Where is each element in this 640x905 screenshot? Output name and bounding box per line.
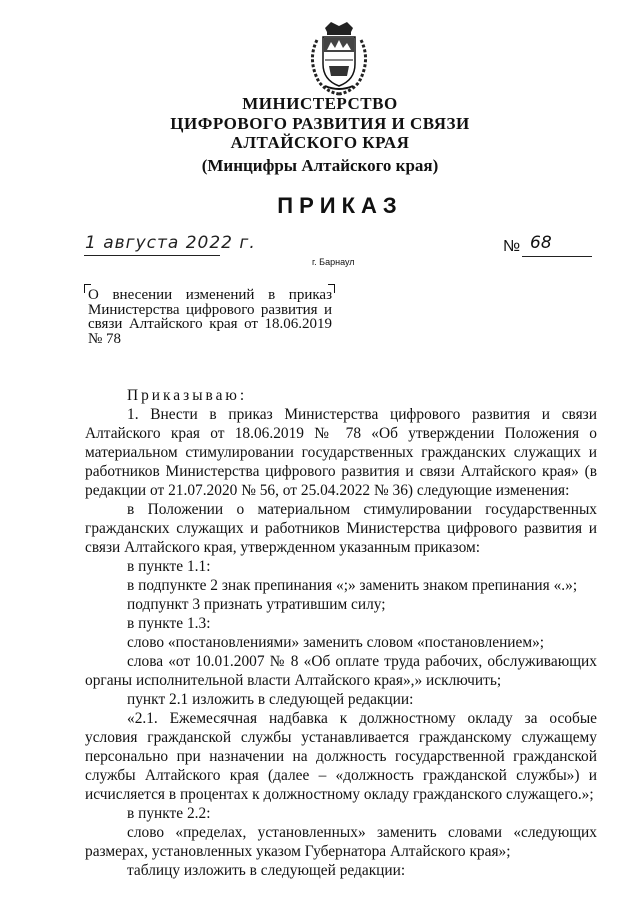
body-paragraph: подпункт 3 признать утратившим силу;	[127, 596, 386, 613]
ministry-title-line3: АЛТАЙСКОГО КРАЯ	[230, 133, 410, 152]
order-subject: О внесении изменений в приказ Министерства цифрового развития и связи Алтайского края от 18.06.2019 № 78	[88, 287, 332, 347]
body-paragraph: в Положении о материальном стимулировании государственных гражданских служащих и работников Министерства цифрового развития и связи Алтайского края, утвержденном указанным приказом:	[85, 501, 597, 556]
body-paragraph: в подпункте 2 знак препинания «;» заменить знаком препинания «.»;	[127, 577, 578, 594]
ministry-title-line1: МИНИСТЕРСТВО	[242, 94, 398, 113]
order-title: ПРИКАЗ	[277, 193, 403, 218]
number-underline	[522, 256, 592, 257]
body-paragraph: таблицу изложить в следующей редакции:	[127, 862, 406, 879]
body-paragraph: в пункте 2.2:	[127, 805, 211, 822]
body-paragraph: 1. Внести в приказ Министерства цифрового развития и связи Алтайского края от 18.06.2019 № 78 «Об утверждении Положения о материальном стимулировании государственных гражданских служащих и работников Министерства цифрового развития и связи Алтайского края» (в редакции от 21.07.2020 № 56, от 25.04.2022 № 36) следующие изменения:	[85, 406, 597, 499]
date-underline	[84, 255, 220, 256]
body-paragraph: пункт 2.1 изложить в следующей редакции:	[127, 691, 414, 708]
body-paragraph: в пункте 1.3:	[127, 615, 211, 632]
body-paragraph: слова «от 10.01.2007 № 8 «Об оплате труда рабочих, обслуживающих органы исполнительной власти Алтайского края»,» исключить;	[85, 653, 597, 689]
order-word: Приказываю:	[127, 387, 248, 404]
body-paragraph: в пункте 1.1:	[127, 558, 211, 575]
ministry-short-name: (Минцифры Алтайского края)	[201, 156, 439, 175]
order-number: 68	[530, 233, 552, 253]
body-paragraph: «2.1. Ежемесячная надбавка к должностному окладу за особые условия гражданской службы устанавливается гражданскому служащему персонально при назначении на должность государственной гражданской службы Алтайского края (далее – «должность гражданской службы») и исчисляется в процентах к должностному окладу гражданского служащего.»;	[85, 710, 597, 803]
ministry-title-line2: ЦИФРОВОГО РАЗВИТИЯ И СВЯЗИ	[170, 114, 470, 133]
body-paragraph: слово «пределах, установленных» заменить словами «следующих размерах, установленных указом Губернатора Алтайского края»;	[85, 824, 597, 860]
order-number-label: №	[503, 238, 521, 255]
coat-of-arms-icon	[303, 20, 375, 96]
order-body	[85, 386, 597, 880]
order-date: 1 августа 2022 г.	[85, 233, 256, 253]
city-label: г. Барнаул	[312, 257, 355, 267]
body-paragraph: слово «постановлениями» заменить словом «постановлением»;	[127, 634, 545, 651]
